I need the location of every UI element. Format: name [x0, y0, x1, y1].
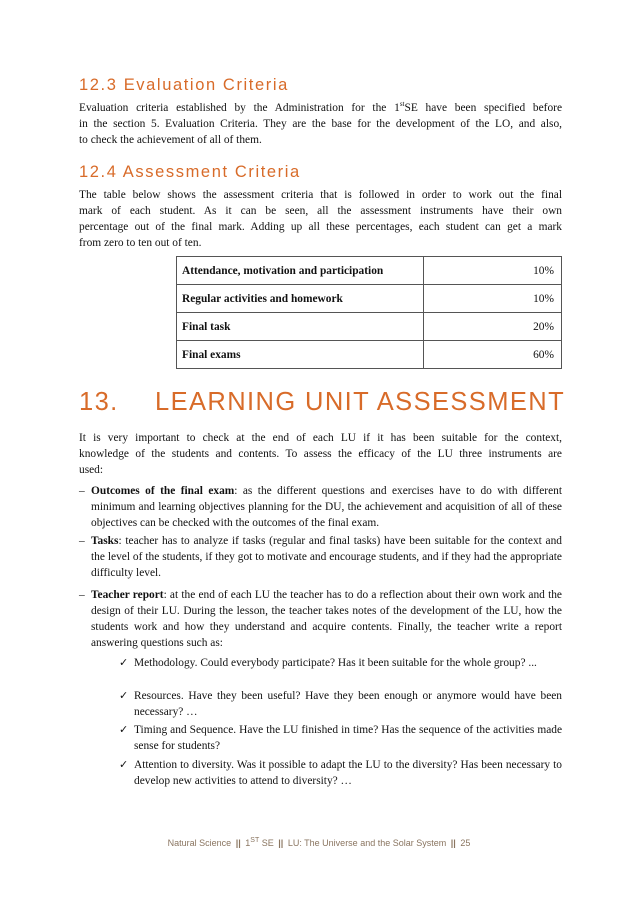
check-text: Methodology. Could everybody participate? Has it been suitable for the whole group? ... — [134, 657, 537, 669]
table-row — [177, 313, 562, 341]
bullet-text: : as the different questions and exercises have to do with different minimum and learning objectives planning for the DU, the achievement and acquisition of all of these objectives can be checked with the outcomes of the final exam. — [91, 485, 562, 529]
paragraph-line: knowledge of the students and contents. To assess the efficacy of the LU three instruments are — [79, 448, 562, 460]
bullet-term: Teacher report — [91, 589, 164, 601]
list-item — [79, 533, 562, 581]
table-row — [177, 285, 562, 313]
criteria-label: Regular activities and homework — [177, 285, 424, 313]
list-item — [119, 757, 562, 789]
paragraph-12-3 — [79, 100, 562, 148]
page-footer — [0, 838, 638, 848]
check-text: Resources. Have they been useful? Have they been enough or anymore would have been necessary? … — [134, 690, 562, 718]
checkmark-icon: ✓ — [119, 689, 129, 702]
paragraph-line: to check the achievement of all of them. — [79, 134, 262, 146]
footer-subject: Natural Science — [167, 838, 232, 848]
section-title: LEARNING UNIT ASSESSMENT — [155, 388, 566, 416]
page-number: 25 — [460, 838, 471, 848]
paragraph-line: mark of each student. As it can be seen, all the assessment instruments have their own — [79, 205, 562, 217]
checkmark-icon: ✓ — [119, 758, 129, 771]
footer-unit: LU: The Universe and the Solar System — [287, 838, 447, 848]
criteria-percentage: 60% — [424, 341, 562, 369]
assessment-criteria-table — [176, 256, 562, 369]
check-text: Attention to diversity. Was it possible to adapt the LU to the diversity? Has been necessary to develop new activities to attend to diversity? … — [134, 759, 562, 787]
dash-bullet: – — [79, 485, 85, 497]
checkmark-icon: ✓ — [119, 723, 129, 736]
paragraph-line: in the section 5. Evaluation Criteria. They are the base for the development of the LO, and also, — [79, 118, 562, 130]
paragraph-line: The table below shows the assessment criteria that is followed in order to work out the final — [79, 189, 562, 201]
list-item — [79, 587, 562, 651]
check-text: Timing and Sequence. Have the LU finished in time? Has the sequence of the activities made sense for students? — [134, 724, 562, 752]
dash-bullet: – — [79, 589, 85, 601]
criteria-label: Attendance, motivation and participation — [177, 257, 424, 285]
paragraph-line: Evaluation criteria established by the Administration for the 1stSE have been specified before — [79, 100, 562, 114]
table-row — [177, 257, 562, 285]
checkmark-icon: ✓ — [119, 656, 129, 669]
criteria-percentage: 10% — [424, 285, 562, 313]
paragraph-13-intro — [79, 430, 562, 478]
paragraph-line: from zero to ten out of ten. — [79, 237, 202, 249]
bullet-term: Tasks — [91, 535, 119, 547]
list-item — [119, 688, 562, 720]
dash-bullet: – — [79, 535, 85, 547]
heading-13 — [79, 388, 565, 417]
criteria-percentage: 10% — [424, 257, 562, 285]
paragraph-line: percentage out of the final mark. Adding up all these percentages, each student can get a mark — [79, 221, 562, 233]
table-row — [177, 341, 562, 369]
list-item — [119, 655, 562, 671]
heading-12-4: 12.4 Assessment Criteria — [79, 163, 301, 181]
paragraph-line: It is very important to check at the end of each LU if it has been suitable for the context, — [79, 432, 562, 444]
footer-separator: || — [235, 838, 241, 848]
bullet-term: Outcomes of the final exam — [91, 485, 235, 497]
footer-separator: || — [450, 838, 456, 848]
bullet-text: : teacher has to analyze if tasks (regular and final tasks) have been suitable for the context and the level of the students, if they got to motivate and encourage students, and if they had the appropriate difficulty level. — [91, 535, 562, 579]
paragraph-12-4 — [79, 187, 562, 251]
list-item — [119, 722, 562, 754]
list-item — [79, 483, 562, 531]
criteria-label: Final task — [177, 313, 424, 341]
heading-12-3: 12.3 Evaluation Criteria — [79, 76, 289, 94]
footer-separator: || — [278, 838, 284, 848]
criteria-label: Final exams — [177, 341, 424, 369]
bullet-text: : at the end of each LU the teacher has to do a reflection about their own work and the design of their LU. During the lesson, the teacher takes notes of the development of the LU, how the students work and how they understand and acquire contents. Finally, the teacher write a report answering questions such as: — [91, 589, 562, 649]
criteria-percentage: 20% — [424, 313, 562, 341]
footer-level: 1ST SE — [245, 837, 274, 848]
paragraph-line: used: — [79, 464, 104, 476]
section-number: 13. — [79, 388, 119, 416]
